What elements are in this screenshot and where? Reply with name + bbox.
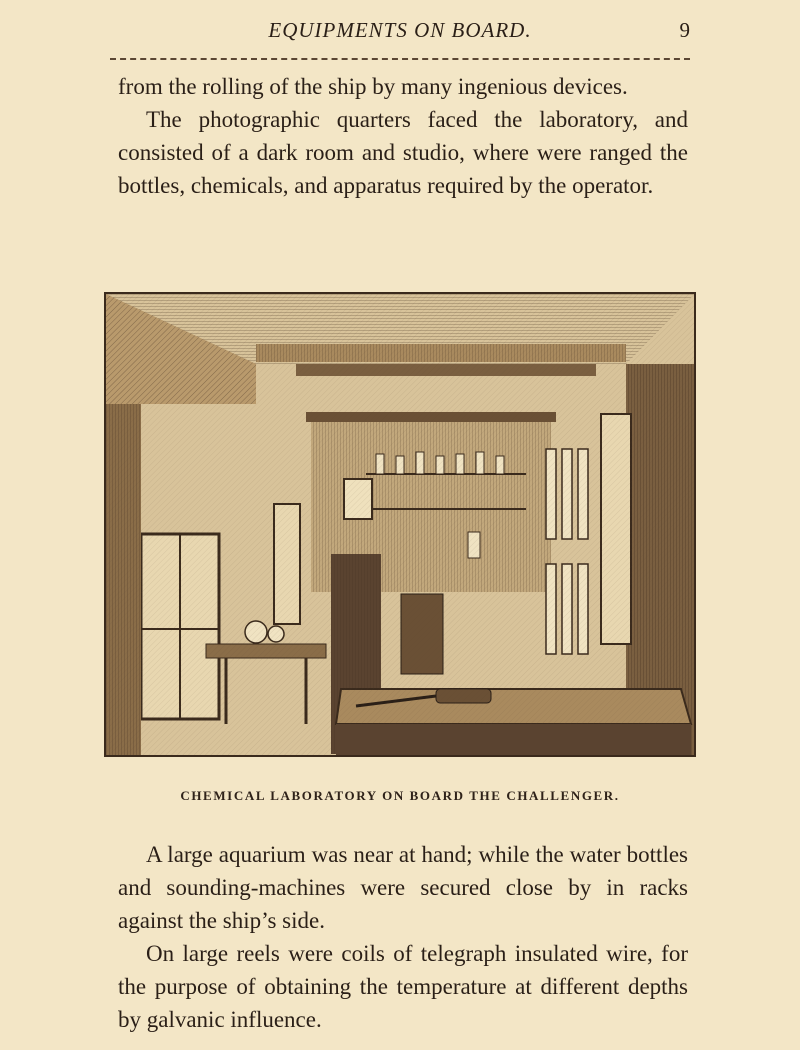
laboratory-engraving — [104, 292, 696, 757]
paragraph-continuation: from the rolling of the ship by many ingenious devices. — [118, 74, 628, 99]
header-rule — [110, 58, 690, 60]
engraving-drawing — [106, 294, 694, 755]
paragraph-aquarium: A large aquarium was near at hand; while the water bottles and sounding-machines were secured close by in racks against the ship’s side. — [118, 842, 688, 933]
page-header — [110, 18, 690, 52]
illustration-caption: CHEMICAL LABORATORY ON BOARD THE CHALLENGER. — [180, 788, 620, 803]
running-head: EQUIPMENTS ON BOARD. — [268, 18, 532, 42]
page-number: 9 — [679, 18, 690, 42]
paragraph-photographic-quarters: The photographic quarters faced the laboratory, and consisted of a dark room and studio, where were ranged the bottles, chemicals, and apparatus required by the operator. — [118, 107, 688, 198]
top-text-block — [118, 70, 688, 202]
bottom-text-block — [118, 838, 688, 1036]
paragraph-telegraph-wire: On large reels were coils of telegraph insulated wire, for the purpose of obtaining the temperature at different depths by galvanic influence. — [118, 941, 688, 1032]
